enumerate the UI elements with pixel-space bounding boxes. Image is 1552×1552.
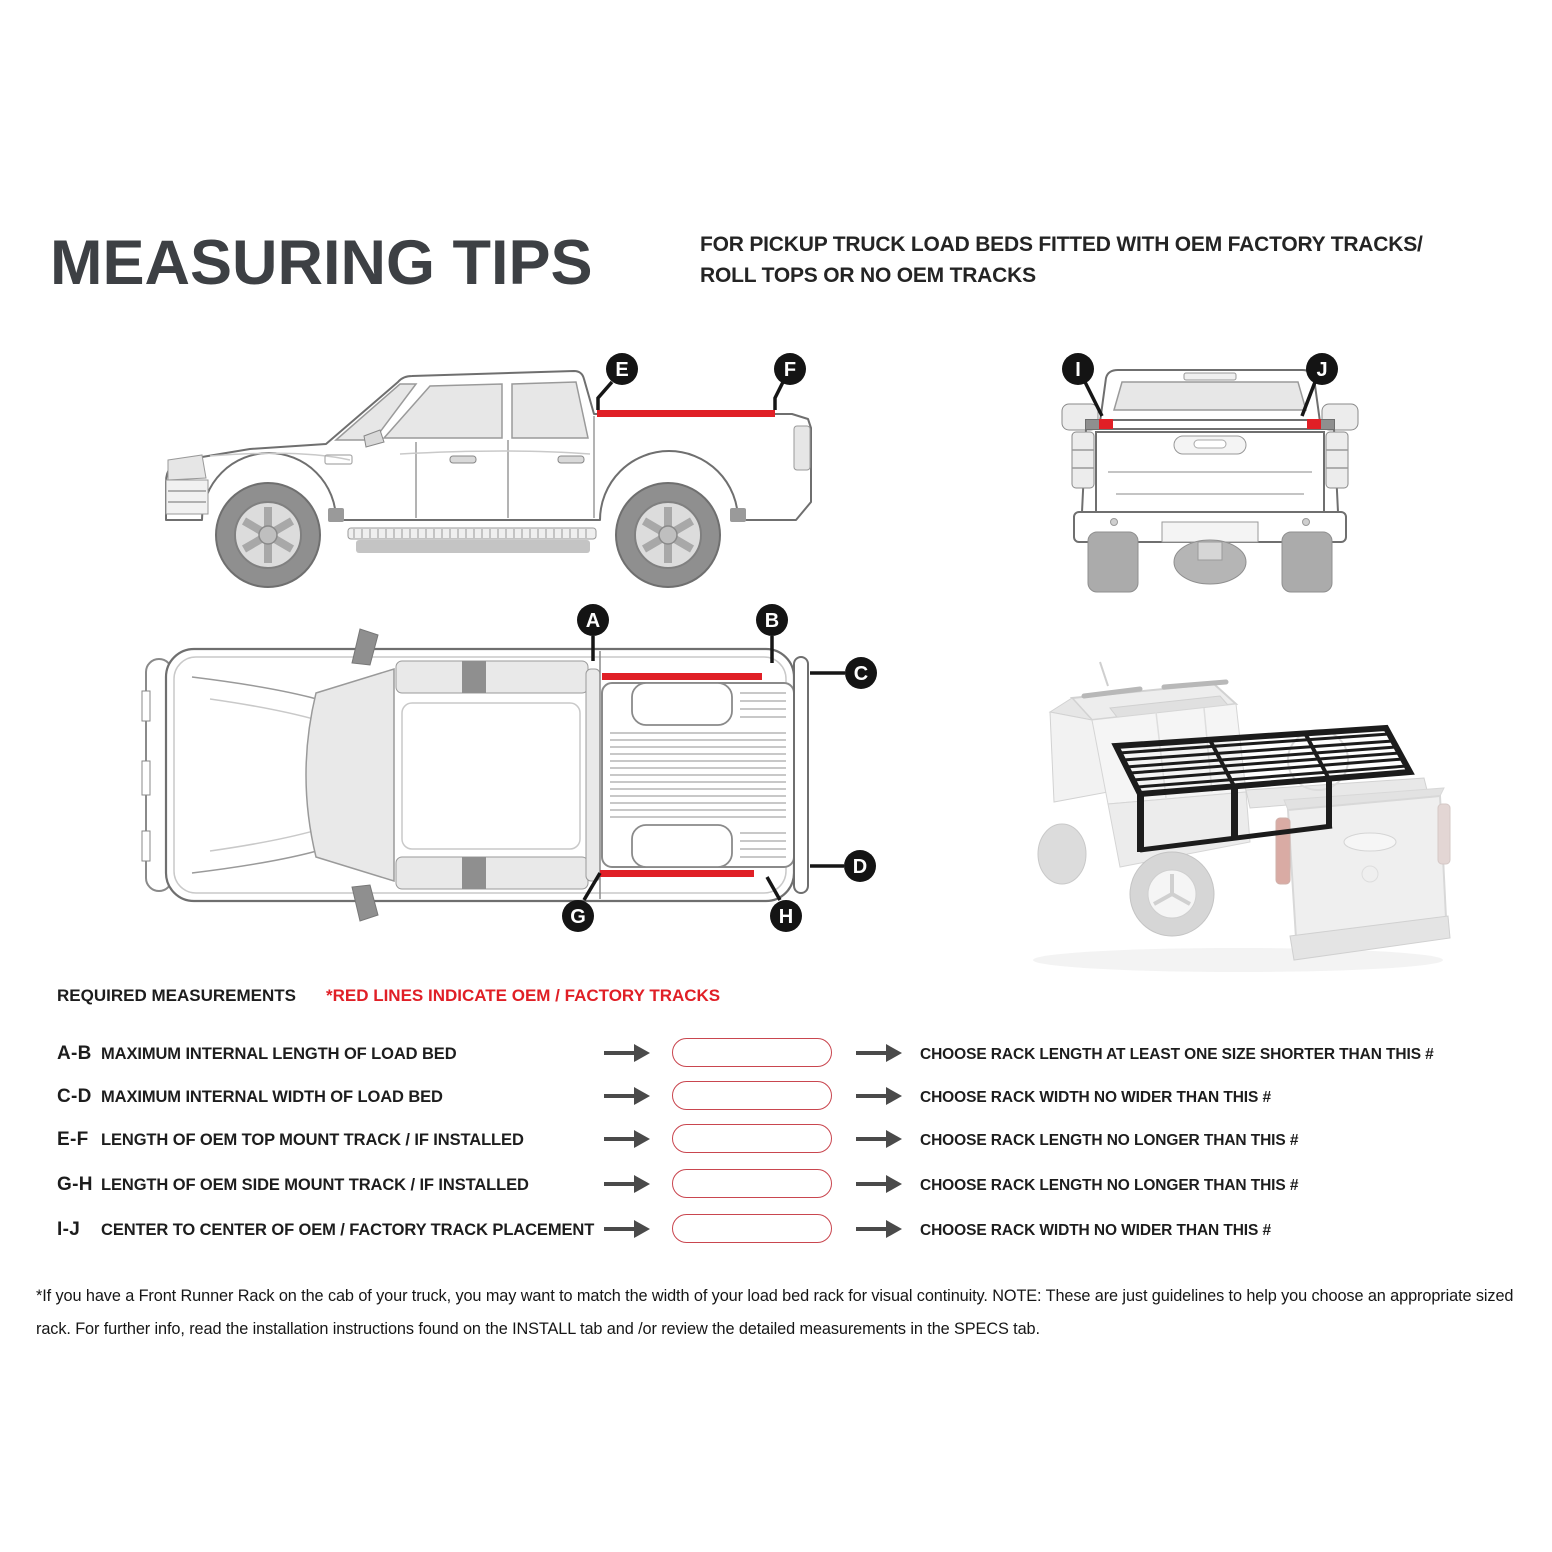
- marker-a-badge: [577, 604, 609, 636]
- measurement-input-pill[interactable]: [672, 1214, 832, 1243]
- measurement-row-ef: [0, 1124, 1552, 1154]
- taillight-icon: [1276, 818, 1290, 884]
- marker-i-badge: [1062, 353, 1094, 385]
- arrow-right-icon: [604, 1094, 634, 1098]
- measurement-row-ij: [0, 1214, 1552, 1244]
- marker-g-badge: [562, 900, 594, 932]
- oem-track-mark-right: [1307, 419, 1321, 429]
- arrow-right-icon: [856, 1137, 886, 1141]
- row-instruction: CHOOSE RACK LENGTH NO LONGER THAN THIS #: [920, 1132, 1299, 1149]
- marker-e-badge: [606, 353, 638, 385]
- row-instruction: CHOOSE RACK WIDTH NO WIDER THAN THIS #: [920, 1089, 1271, 1106]
- svg-text:D: D: [852, 856, 868, 878]
- front-wheel-icon: [216, 483, 320, 587]
- marker-b-badge: [756, 604, 788, 636]
- oem-track-mark-left: [1099, 419, 1113, 429]
- measurement-input-pill[interactable]: [672, 1169, 832, 1198]
- subtitle-line-2: ROLL TOPS OR NO OEM TRACKS: [700, 264, 1036, 287]
- row-label: MAXIMUM INTERNAL WIDTH OF LOAD BED: [101, 1088, 443, 1106]
- marker-d-badge: [844, 850, 876, 882]
- svg-text:F: F: [783, 359, 797, 381]
- truck-side-view-diagram: [150, 352, 840, 604]
- page-subtitle: [700, 229, 1480, 291]
- arrow-right-icon: [604, 1051, 634, 1055]
- oem-side-track-red-line-top: [602, 673, 762, 680]
- measurement-input-pill[interactable]: [672, 1081, 832, 1110]
- svg-text:I: I: [1075, 359, 1081, 381]
- row-label: LENGTH OF OEM TOP MOUNT TRACK / IF INSTALLED: [101, 1131, 524, 1149]
- svg-text:A: A: [585, 610, 601, 632]
- row-code: I-J: [57, 1219, 81, 1240]
- truck-top-view-diagram: [140, 603, 910, 955]
- measurement-input-pill[interactable]: [672, 1038, 832, 1067]
- svg-text:G: G: [570, 906, 586, 928]
- marker-h-badge: [770, 900, 802, 932]
- required-measurements-label: REQUIRED MEASUREMENTS: [57, 986, 296, 1005]
- arrow-right-icon: [856, 1227, 886, 1231]
- row-instruction: CHOOSE RACK WIDTH NO WIDER THAN THIS #: [920, 1222, 1271, 1239]
- oem-side-track-red-line-bottom: [600, 870, 754, 877]
- taillight-icon: [794, 426, 810, 470]
- arrow-right-icon: [604, 1182, 634, 1186]
- svg-text:H: H: [778, 906, 794, 928]
- row-instruction: CHOOSE RACK LENGTH AT LEAST ONE SIZE SHORTER THAN THIS #: [920, 1046, 1434, 1063]
- arrow-right-icon: [604, 1227, 634, 1231]
- rear-wheel-icon: [616, 483, 720, 587]
- row-code: G-H: [57, 1174, 93, 1195]
- row-code: E-F: [57, 1129, 89, 1150]
- row-label: MAXIMUM INTERNAL LENGTH OF LOAD BED: [101, 1045, 457, 1063]
- measurement-input-pill[interactable]: [672, 1124, 832, 1153]
- measurement-row-cd: [0, 1081, 1552, 1111]
- truck-rear-view-diagram: [1058, 352, 1362, 604]
- footnote: *If you have a Front Runner Rack on the cab of your truck, you may want to match the width of your load bed rack for visual continuity. NOTE: These are just guidelines to help you choose an appropriate sized rack. For further info, read the installation instructions found on the INSTALL tab and /or review the detailed measurements in the SPECS tab.: [36, 1287, 1514, 1338]
- row-instruction: CHOOSE RACK LENGTH NO LONGER THAN THIS #: [920, 1177, 1299, 1194]
- measurements-heading: [57, 986, 720, 1006]
- arrow-right-icon: [856, 1094, 886, 1098]
- svg-text:B: B: [764, 610, 780, 632]
- measurement-row-gh: [0, 1169, 1552, 1199]
- row-code: A-B: [57, 1043, 92, 1064]
- red-lines-note: *RED LINES INDICATE OEM / FACTORY TRACKS: [325, 986, 721, 1005]
- arrow-right-icon: [604, 1137, 634, 1141]
- marker-c-badge: [845, 657, 877, 689]
- arrow-right-icon: [856, 1051, 886, 1055]
- svg-text:E: E: [615, 359, 629, 381]
- row-label: LENGTH OF OEM SIDE MOUNT TRACK / IF INSTALLED: [101, 1176, 529, 1194]
- svg-text:J: J: [1316, 359, 1328, 381]
- marker-j-badge: [1306, 353, 1338, 385]
- row-code: C-D: [57, 1086, 92, 1107]
- svg-text:C: C: [853, 663, 869, 685]
- subtitle-line-1: FOR PICKUP TRUCK LOAD BEDS FITTED WITH OEM FACTORY TRACKS/: [700, 233, 1423, 256]
- row-label: CENTER TO CENTER OF OEM / FACTORY TRACK PLACEMENT: [101, 1221, 595, 1239]
- truck-bed-rack-photo: [988, 642, 1474, 978]
- measurement-row-ab: [0, 1038, 1552, 1068]
- page-title: MEASURING TIPS: [50, 228, 593, 298]
- oem-top-track-red-line: [597, 410, 775, 417]
- arrow-right-icon: [856, 1182, 886, 1186]
- marker-f-badge: [774, 353, 806, 385]
